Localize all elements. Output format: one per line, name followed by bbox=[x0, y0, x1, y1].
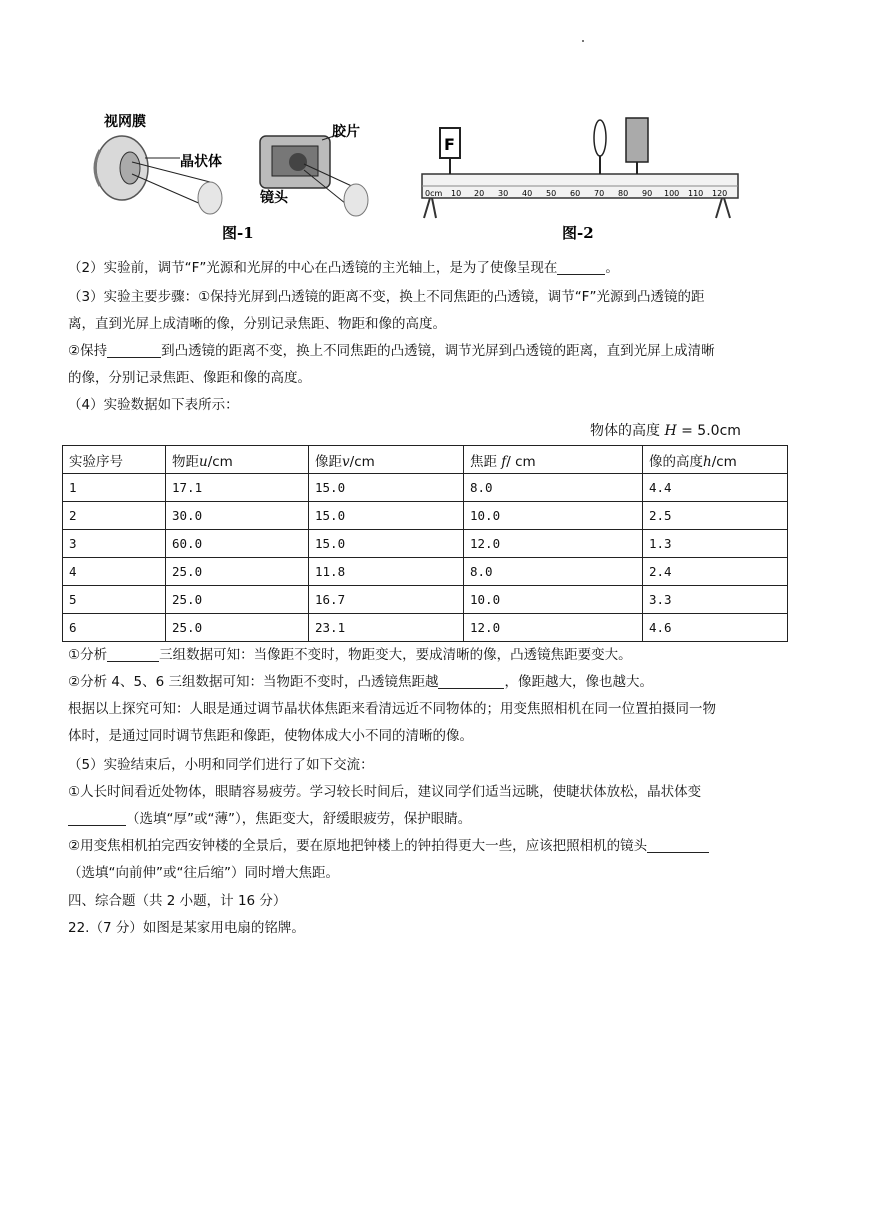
f-source-letter: F bbox=[444, 135, 455, 154]
ruler-tick-90: 90 bbox=[642, 189, 653, 198]
fig2-caption: 图-2 bbox=[562, 224, 594, 242]
table-row: 3 60.0 15.0 12.0 1.3 bbox=[63, 530, 788, 558]
question-22: 22.（7 分）如图是某家用电扇的铭牌。 bbox=[68, 920, 305, 936]
question-5-1-line2: （选填“厚”或“薄”），焦距变大，舒缓眼疲劳，保护眼睛。 bbox=[68, 806, 800, 833]
header-cell-index: 实验序号 bbox=[63, 446, 166, 474]
ruler-tick-120: 120 bbox=[712, 189, 728, 198]
ruler-tick-30: 30 bbox=[498, 189, 509, 198]
question-5-title: （5）实验结束后，小明和同学们进行了如下交流： bbox=[68, 757, 374, 773]
ruler-tick-50: 50 bbox=[546, 189, 557, 198]
ruler-tick-80: 80 bbox=[618, 189, 629, 198]
crystal-lens-label: 晶状体 bbox=[180, 154, 222, 170]
question-3-line1: （3）实验主要步骤：①保持光屏到凸透镜的距离不变，换上不同焦距的凸透镜，调节“F”光源到凸透镜的距 bbox=[68, 289, 705, 305]
retina-label: 视网膜 bbox=[104, 114, 146, 130]
conclusion-line1: 根据以上探究可知：人眼是通过调节晶状体焦距来看清远近不同物体的；用变焦照相机在同一位置拍摄同一物 bbox=[68, 701, 716, 717]
question-5-2-line1: ②用变焦相机拍完西安钟楼的全景后，要在原地把钟楼上的钟拍得更大一些，应该把照相机的镜头 bbox=[68, 833, 800, 860]
eye-diagram bbox=[95, 136, 222, 214]
camera-lens-label: 镜头 bbox=[260, 190, 288, 206]
blank-4b[interactable] bbox=[438, 672, 504, 689]
ruler-tick-0: 0cm bbox=[425, 189, 443, 198]
analysis-1: ①分析 三组数据可知：当像距不变时，物距变大，要成清晰的像，凸透镜焦距要变大。 bbox=[68, 647, 632, 663]
film-label: 胶片 bbox=[332, 124, 360, 140]
ruler-tick-20: 20 bbox=[474, 189, 485, 198]
header-cell-h: 像的高度h/cm bbox=[643, 446, 788, 474]
object-height-note: 物体的高度 H = 5.0cm bbox=[590, 423, 741, 439]
ruler-tick-110: 110 bbox=[688, 189, 704, 198]
header-cell-u: 物距u/cm bbox=[166, 446, 309, 474]
ruler-tick-70: 70 bbox=[594, 189, 605, 198]
blank-4a[interactable] bbox=[107, 645, 159, 662]
data-table bbox=[62, 445, 788, 642]
blank-3[interactable] bbox=[107, 341, 161, 358]
question-5-2-line2: （选填“向前伸”或“往后缩”）同时增大焦距。 bbox=[68, 865, 339, 881]
optical-bench bbox=[422, 118, 738, 218]
question-4-title: （4）实验数据如下表所示： bbox=[68, 397, 239, 413]
analysis-2: ②分析 4、5、6 三组数据可知：当物距不变时，凸透镜焦距越 ，像距越大，像也越大。 bbox=[68, 674, 653, 690]
blank-5a[interactable] bbox=[68, 809, 126, 826]
table-row: 6 25.0 23.1 12.0 4.6 bbox=[63, 614, 788, 642]
header-cell-f: 焦距 f/ cm bbox=[464, 446, 643, 474]
blank-5b[interactable] bbox=[647, 836, 709, 853]
table-row: 4 25.0 11.8 8.0 2.4 bbox=[63, 558, 788, 586]
question-3-line2: 离，直到光屏上成清晰的像，分别记录焦距、物距和像的高度。 bbox=[68, 316, 446, 332]
fig1-caption: 图-1 bbox=[222, 224, 254, 242]
ruler-tick-40: 40 bbox=[522, 189, 533, 198]
question-2: （2）实验前，调节“F”光源和光屏的中心在凸透镜的主光轴上，是为了使像呈现在 。 bbox=[68, 260, 619, 276]
figure-area bbox=[60, 90, 760, 250]
question-3-step2-cont: 的像，分别记录焦距、像距和像的高度。 bbox=[68, 370, 311, 386]
data-table-wrap bbox=[62, 445, 788, 642]
ruler-tick-60: 60 bbox=[570, 189, 581, 198]
conclusion-line2: 体时，是通过同时调节焦距和像距，使物体成大小不同的清晰的像。 bbox=[68, 728, 473, 744]
table-header-row bbox=[63, 446, 788, 474]
table-row: 5 25.0 16.7 10.0 3.3 bbox=[63, 586, 788, 614]
speck bbox=[582, 40, 584, 42]
section-4-heading: 四、综合题（共 2 小题，计 16 分） bbox=[68, 893, 287, 909]
blank-2[interactable] bbox=[557, 258, 605, 275]
header-cell-v: 像距v/cm bbox=[309, 446, 464, 474]
table-row: 1 17.1 15.0 8.0 4.4 bbox=[63, 474, 788, 502]
ruler-tick-10: 10 bbox=[451, 189, 462, 198]
table-row: 2 30.0 15.0 10.0 2.5 bbox=[63, 502, 788, 530]
ruler-tick-100: 100 bbox=[664, 189, 680, 198]
question-5-1-line1: ①人长时间看近处物体，眼睛容易疲劳。学习较长时间后，建议同学们适当远眺，使睫状体放松，晶状体变 bbox=[68, 784, 702, 800]
figures-svg bbox=[60, 90, 760, 250]
question-3-step2: ②保持 到凸透镜的距离不变，换上不同焦距的凸透镜，调节光屏到凸透镜的距离，直到光屏上成清晰 bbox=[68, 343, 715, 359]
